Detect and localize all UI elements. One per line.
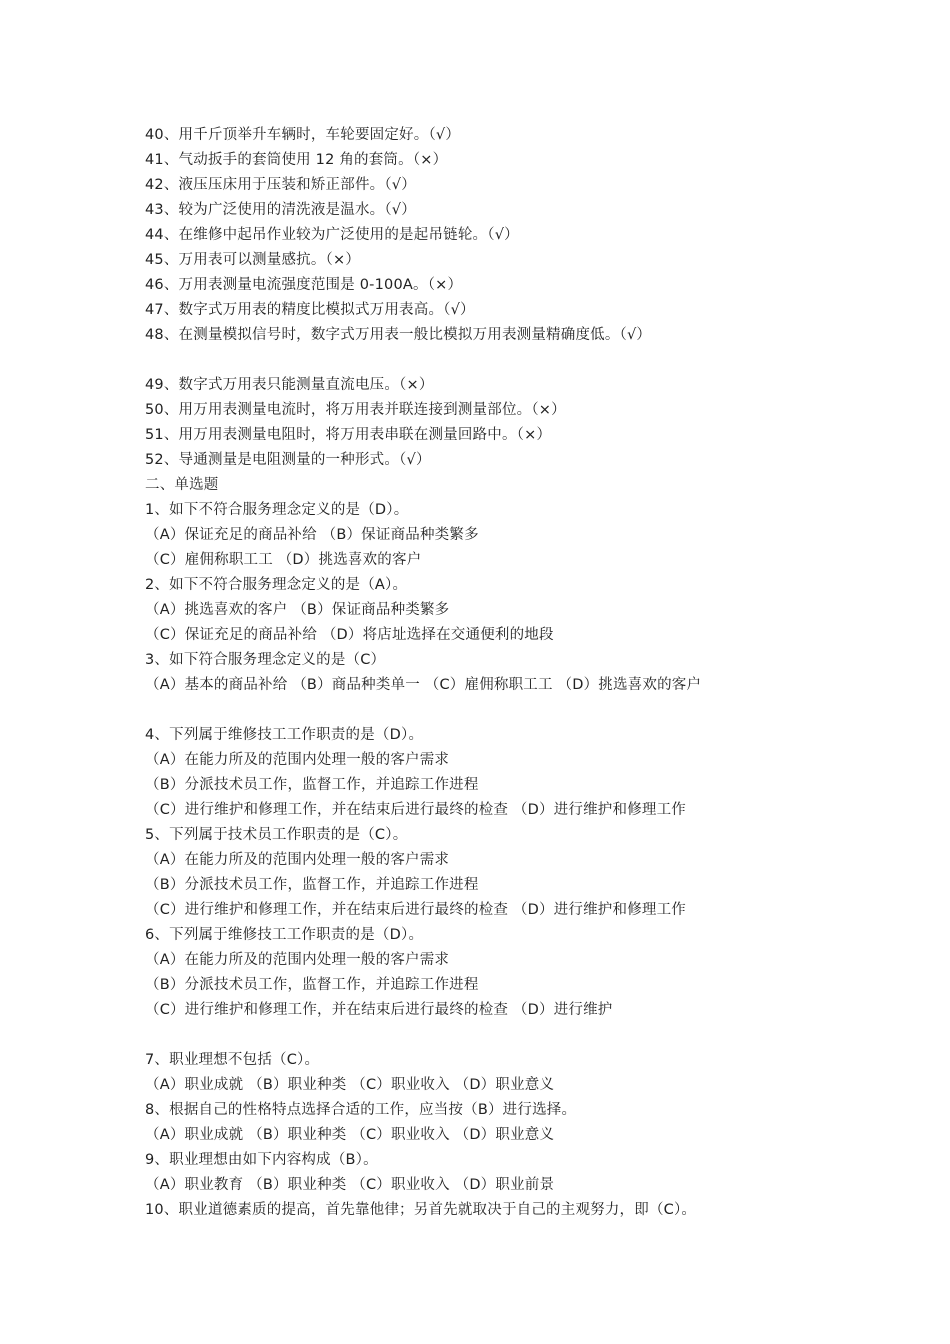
question-2-options-a: （A）挑选喜欢的客户 （B）保证商品种类繁多 [145, 602, 450, 618]
question-3: 3、如下符合服务理念定义的是（C） [145, 652, 386, 668]
question-6-option-b: （B）分派技术员工作，监督工作，并追踪工作进程 [145, 977, 479, 993]
question-5-option-b: （B）分派技术员工作，监督工作，并追踪工作进程 [145, 877, 479, 893]
question-6: 6、下列属于维修技工工作职责的是（D）。 [145, 927, 424, 943]
question-1-options-a: （A）保证充足的商品补给 （B）保证商品种类繁多 [145, 527, 479, 543]
item-40: 40、用千斤顶举升车辆时，车轮要固定好。（√） [145, 127, 461, 143]
question-1: 1、如下不符合服务理念定义的是（D）。 [145, 502, 409, 518]
question-4-option-a: （A）在能力所及的范围内处理一般的客户需求 [145, 752, 450, 768]
question-5-option-cd: （C）进行维护和修理工作，并在结束后进行最终的检查 （D）进行维护和修理工作 [145, 902, 686, 918]
item-47: 47、数字式万用表的精度比模拟式万用表高。（√） [145, 302, 475, 318]
item-41: 41、气动扳手的套筒使用 12 角的套筒。（×） [145, 152, 448, 168]
item-50: 50、用万用表测量电流时，将万用表并联连接到测量部位。（×） [145, 402, 566, 418]
item-45: 45、万用表可以测量感抗。（×） [145, 252, 361, 268]
item-51: 51、用万用表测量电阻时，将万用表串联在测量回路中。（×） [145, 427, 552, 443]
question-9-options: （A）职业教育 （B）职业种类 （C）职业收入 （D）职业前景 [145, 1177, 555, 1193]
blank-line [145, 348, 925, 373]
question-3-options: （A）基本的商品补给 （B）商品种类单一 （C）雇佣称职工工 （D）挑选喜欢的客户 [145, 677, 702, 693]
question-1-options-b: （C）雇佣称职工工 （D）挑选喜欢的客户 [145, 552, 422, 568]
section-heading: 二、单选题 [145, 477, 219, 493]
item-42: 42、液压压床用于压装和矫正部件。（√） [145, 177, 416, 193]
question-4: 4、下列属于维修技工工作职责的是（D）。 [145, 727, 424, 743]
question-4-option-cd: （C）进行维护和修理工作，并在结束后进行最终的检查 （D）进行维护和修理工作 [145, 802, 686, 818]
question-6-option-cd: （C）进行维护和修理工作，并在结束后进行最终的检查 （D）进行维护 [145, 1002, 613, 1018]
question-2: 2、如下不符合服务理念定义的是（A）。 [145, 577, 408, 593]
item-43: 43、较为广泛使用的清洗液是温水。（√） [145, 202, 416, 218]
blank-line [145, 1023, 925, 1048]
question-8-options: （A）职业成就 （B）职业种类 （C）职业收入 （D）职业意义 [145, 1127, 555, 1143]
blank-line [145, 698, 925, 723]
question-10: 10、职业道德素质的提高，首先靠他律；另首先就取决于自己的主观努力，即（C）。 [145, 1202, 697, 1218]
question-5: 5、下列属于技术员工作职责的是（C）。 [145, 827, 408, 843]
item-49: 49、数字式万用表只能测量直流电压。（×） [145, 377, 434, 393]
question-8: 8、根据自己的性格特点选择合适的工作，应当按（B）进行选择。 [145, 1102, 577, 1118]
item-44: 44、在维修中起吊作业较为广泛使用的是起吊链轮。（√） [145, 227, 519, 243]
item-46: 46、万用表测量电流强度范围是 0-100A。（×） [145, 277, 463, 293]
question-7: 7、职业理想不包括（C）。 [145, 1052, 320, 1068]
document-body [145, 123, 925, 1223]
question-5-option-a: （A）在能力所及的范围内处理一般的客户需求 [145, 852, 450, 868]
question-9: 9、职业理想由如下内容构成（B）。 [145, 1152, 378, 1168]
item-52: 52、导通测量是电阻测量的一种形式。（√） [145, 452, 431, 468]
question-7-options: （A）职业成就 （B）职业种类 （C）职业收入 （D）职业意义 [145, 1077, 555, 1093]
question-2-options-b: （C）保证充足的商品补给 （D）将店址选择在交通便利的地段 [145, 627, 554, 643]
item-48: 48、在测量模拟信号时，数字式万用表一般比模拟万用表测量精确度低。（√） [145, 327, 652, 343]
question-4-option-b: （B）分派技术员工作，监督工作，并追踪工作进程 [145, 777, 479, 793]
question-6-option-a: （A）在能力所及的范围内处理一般的客户需求 [145, 952, 450, 968]
